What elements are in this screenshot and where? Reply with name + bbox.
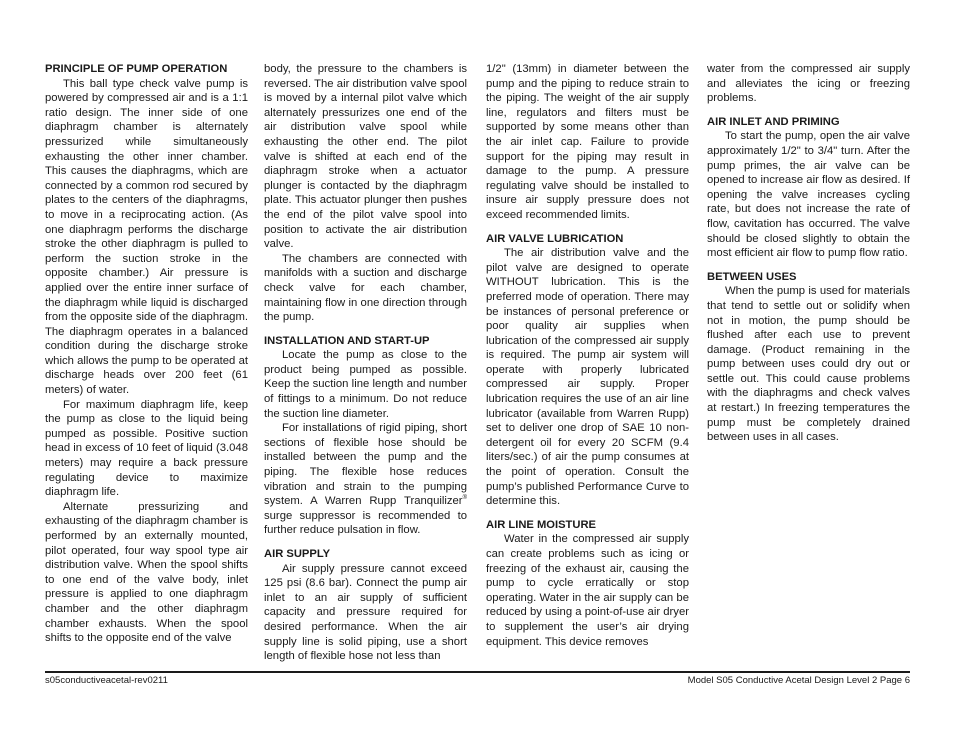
paragraph-locate-pump: Locate the pump as close to the product being pumped as possible. Keep the suction line length and number of fittings to a minimum. Do not reduce the suction line diameter. bbox=[264, 349, 467, 420]
paragraph-between-uses: When the pump is used for materials that tend to settle out or solidify when not in motion, the pump should be flushed after each use to prevent damage. (Product remaining in the pump between uses could dry out or settle out. This could cause problems with the diaphragms and check valves at restart.) In freezing temperatures the pump must be completely drained between uses in all cases. bbox=[707, 285, 910, 444]
paragraph-icing: water from the compressed air supply and alleviates the icing or freezing problems. bbox=[707, 63, 910, 105]
paragraph-moisture: Water in the compressed air supply can create problems such as icing or freezing of the exhaust air, causing the pump to cycle erratically or stop operating. Water in the air supply can be reduced by using a point-of-use air dryer to supplement the user’s air drying equipment. This device removes bbox=[486, 533, 689, 648]
heading-installation: INSTALLATION AND START-UP bbox=[264, 334, 430, 347]
paragraph-air-line-support: 1/2" (13mm) in diameter between the pump and the piping to reduce strain to the piping. The weight of the air supply line, regulators and filters must be supported by some means other than the air inlet cap. Failure to provide support for the piping may result in damage to the pump. A pressure regulating valve should be installed to insure air supply pressure does not exceed recommended limits. bbox=[486, 63, 689, 221]
rigid-piping-text-a: For installations of rigid piping, short sections of flexible hose should be installed between the pump and the piping. The flexible hose reduces vibration and strain to the pumping system. A Warren Rupp Tranquilizer bbox=[264, 422, 467, 508]
registered-mark: ® bbox=[462, 495, 467, 502]
paragraph-alternate-pressurizing: Alternate pressurizing and exhausting of the diaphragm chamber is performed by an externally mounted, pilot operated, four way spool type air distribution valve. When the spool shifts to one end of the valve body, inlet pressure is applied to one diaphragm chamber and the other diaphragm chamber exhausts. When the spool shifts to the opposite end of the valve bbox=[45, 500, 248, 645]
heading-principle-of-operation: PRINCIPLE OF PUMP OPERATION bbox=[45, 63, 228, 75]
heading-air-supply: AIR SUPPLY bbox=[264, 548, 331, 560]
paragraph-rigid-piping bbox=[264, 421, 467, 538]
rigid-piping-text-b: surge suppressor is recommended to further reduce pulsation in flow. bbox=[264, 509, 467, 537]
paragraph-air-supply: Air supply pressure cannot exceed 125 psi (8.6 bar). Connect the pump air inlet to an air supply of sufficient capacity and pressure required for desired performance. When the air supply line is solid piping, use a short length of flexible hose not less than bbox=[264, 562, 467, 663]
heading-air-line-moisture: AIR LINE MOISTURE bbox=[486, 518, 597, 531]
footer-rule bbox=[45, 671, 910, 673]
column-2 bbox=[264, 62, 467, 664]
paragraph-priming: To start the pump, open the air valve approximately 1/2" to 3/4" turn. After the pump primes, the air valve can be opened to increase air flow as desired. If opening the valve increases cycling rate, but does not increase the rate of flow, cavitation has occurred. The valve should be closed slightly to obtain the most efficient air flow to pump flow ratio. bbox=[707, 130, 910, 260]
column-1 bbox=[45, 62, 248, 646]
paragraph-pilot-valve: body, the pressure to the chambers is reversed. The air distribution valve spool is moved by a internal pilot valve which alternately pressurizes one end of the air distribution valve spool while exhausting the other end. The pilot valve is shifted at each end of the diaphragm stroke when a actuator plunger is contacted by the diaphragm plate. This actuator plunger then pushes the end of the pilot valve spool into position to activate the air distribution valve. bbox=[264, 63, 467, 251]
paragraph-manifolds: The chambers are connected with manifolds with a suction and discharge check valve for each chamber, maintaining flow in one direction through the pump. bbox=[264, 252, 467, 324]
column-3 bbox=[486, 62, 689, 649]
heading-between-uses: BETWEEN USES bbox=[707, 270, 797, 283]
column-4 bbox=[707, 62, 910, 445]
paragraph-lubrication: The air distribution valve and the pilot valve are designed to operate WITHOUT lubrication. This is the preferred mode of operation. There may be instances of personal preference or poor quality air supplies when lubrication of the compressed air supply is required. The pump air system will operate with properly lubricated compressed air supply. Proper lubrication requires the use of an air line lubricator (available from Warren Rupp) set to deliver one drop of SAE 10 non-detergent oil for every 20 SCFM (9.4 liters/sec.) of air the pump consumes at the point of operation. Consult the pump’s published Performance Curve to determine this. bbox=[486, 247, 689, 508]
paragraph-diaphragm-life: For maximum diaphragm life, keep the pump as close to the liquid being pumped as possible. Positive suction head in excess of 10 feet of liquid (3.048 meters) may require a back pressure regulating device to maximize diaphragm life. bbox=[45, 398, 248, 499]
footer-document-id: s05conductiveacetal-rev0211 bbox=[45, 675, 168, 686]
heading-air-inlet-priming: AIR INLET AND PRIMING bbox=[707, 115, 840, 128]
footer-model-page: Model S05 Conductive Acetal Design Level 2 Page 6 bbox=[687, 675, 910, 686]
paragraph-principle-intro: This ball type check valve pump is powered by compressed air and is a 1:1 ratio design. The inner side of one diaphragm chamber is alternately pressurized while simultaneously exhausting the other inner chamber. This causes the diaphragms, which are connected by a common rod secured by plates to the centers of the diaphragms, to move in a reciprocating action. (As one diaphragm performs the discharge stroke the other diaphragm is pulled to perform the suction stroke in the opposite chamber.) Air pressure is applied over the entire inner surface of the diaphragm while liquid is discharged from the opposite side of the diaphragm. The diaphragm operates in a balanced condition during the discharge stroke which allows the pump to be operated at discharge heads over 200 feet (61 meters) of water. bbox=[45, 77, 248, 397]
heading-air-valve-lubrication: AIR VALVE LUBRICATION bbox=[486, 232, 624, 245]
